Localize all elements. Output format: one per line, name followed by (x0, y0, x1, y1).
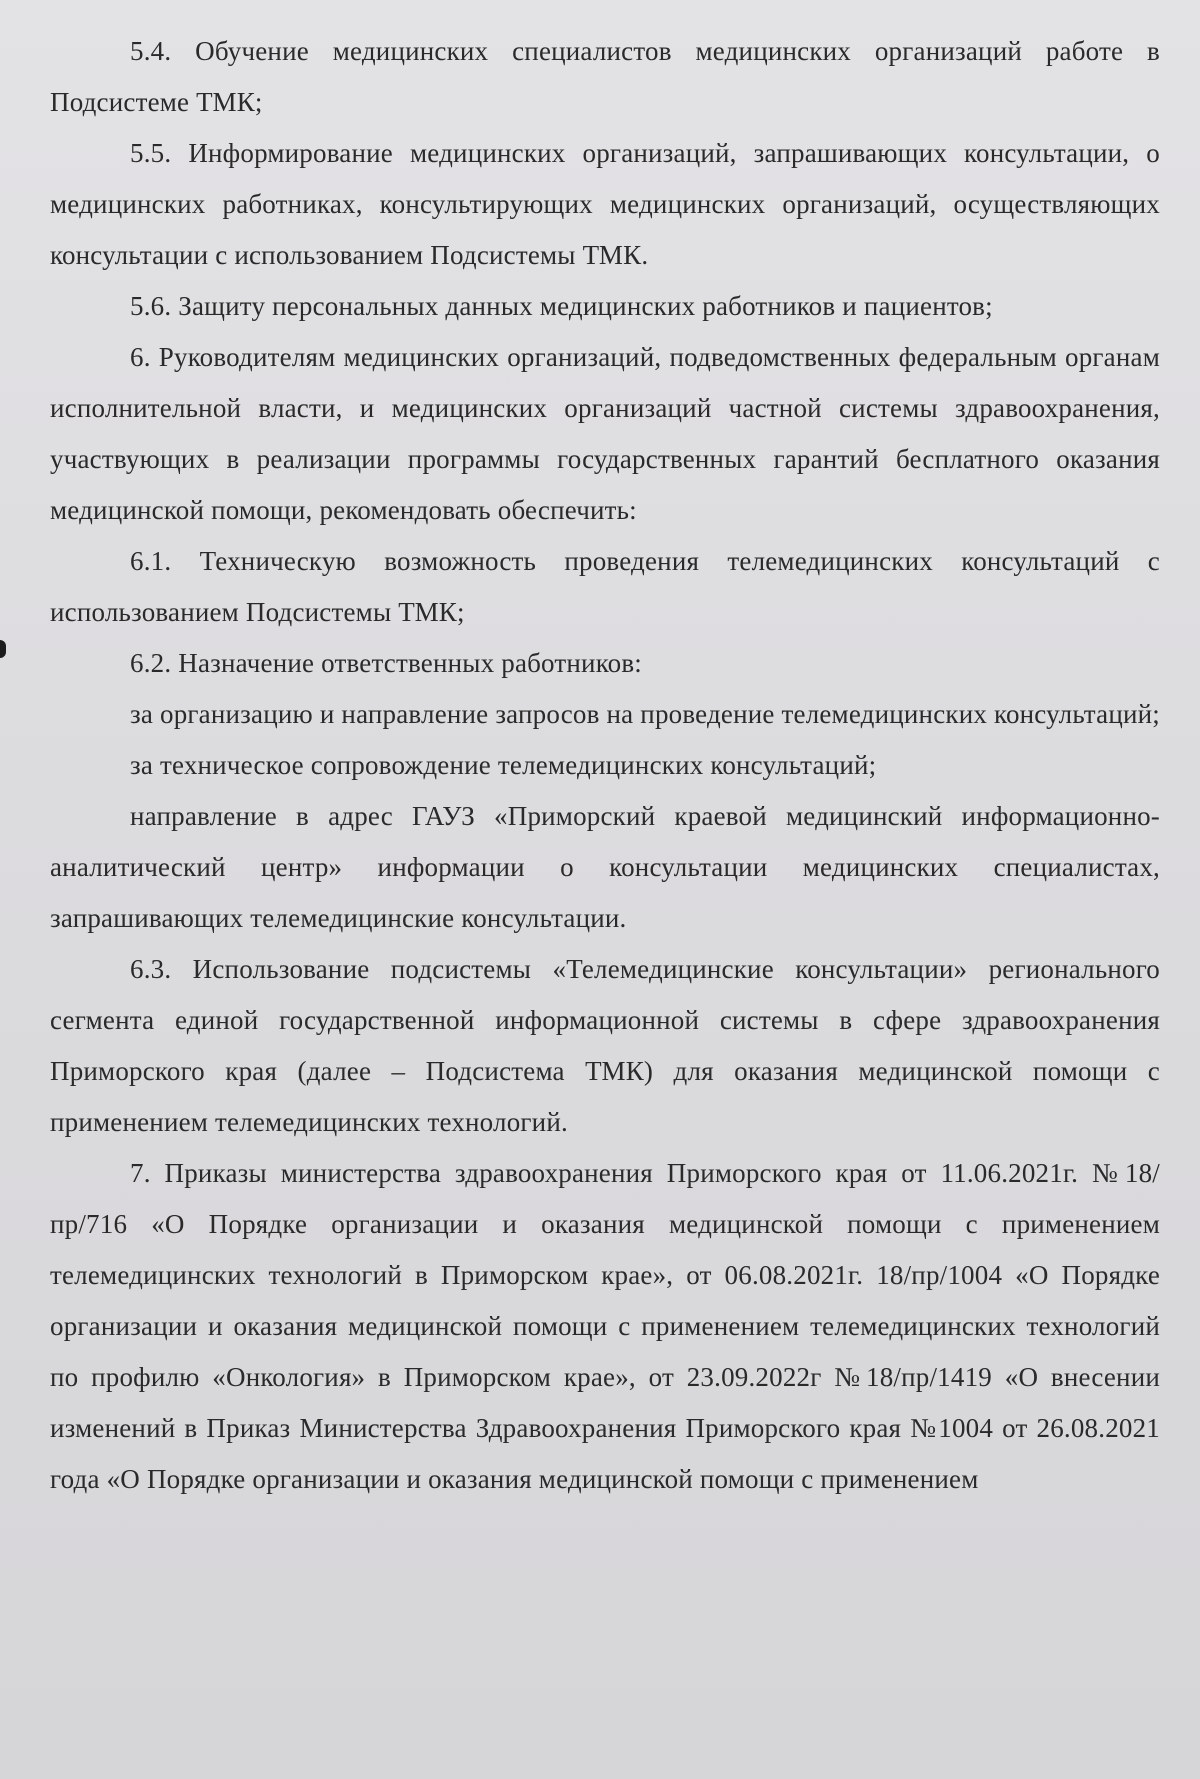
paragraph-5-6: 5.6. Защиту персональных данных медицинских работников и пациентов; (130, 291, 993, 321)
paragraph-6-3: 6.3. Использование подсистемы «Телемедицинские консультации» регионального сегмента единой государственной информационной системы в сфере здравоохранения Приморского края (далее – Подсистема ТМК) для оказания медицинской помощи с применением телемедицинских технологий. (50, 954, 1160, 1137)
paragraph-5-5: 5.5. Информирование медицинских организаций, запрашивающих консультации, о медицинских работниках, консультирующих медицинских организаций, осуществляющих консультации с использованием Подсистемы ТМК. (50, 138, 1160, 270)
paragraph-6-2: 6.2. Назначение ответственных работников: (130, 648, 642, 678)
document-body (50, 26, 1160, 1505)
paragraph-6-2-item-requests: за организацию и направление запросов на проведение телемедицинских консультаций; (130, 699, 1160, 729)
paragraph-6-1: 6.1. Техническую возможность проведения телемедицинских консультаций с использованием Подсистемы ТМК; (50, 546, 1160, 627)
paragraph-6: 6. Руководителям медицинских организаций, подведомственных федеральным органам исполнительной власти, и медицинских организаций частной системы здравоохранения, участвующих в реализации программы государственных гарантий бесплатного оказания медицинской помощи, рекомендовать обеспечить: (50, 342, 1160, 525)
paragraph-5-4: 5.4. Обучение медицинских специалистов медицинских организаций работе в Подсистеме ТМК; (50, 36, 1160, 117)
paragraph-7: 7. Приказы министерства здравоохранения Приморского края от 11.06.2021г. №18/пр/716 «О Порядке организации и оказания медицинской помощи с применением телемедицинских технологий в Приморском крае», от 06.08.2021г. 18/пр/1004 «О Порядке организации и оказания медицинской помощи с применением телемедицинских технологий по профилю «Онкология» в Приморском крае», от 23.09.2022г №18/пр/1419 «О внесении изменений в Приказ Министерства Здравоохранения Приморского края №1004 от 26.08.2021 года «О Порядке организации и оказания медицинской помощи с применением (50, 1158, 1160, 1494)
paragraph-6-2-item-support: за техническое сопровождение телемедицинских консультаций; (130, 750, 877, 780)
page-edge-mark (0, 640, 6, 658)
paragraph-6-2-item-info: направление в адрес ГАУЗ «Приморский краевой медицинский информационно-аналитический центр» информации о консультации медицинских специалистах, запрашивающих телемедицинские консультации. (50, 801, 1160, 933)
